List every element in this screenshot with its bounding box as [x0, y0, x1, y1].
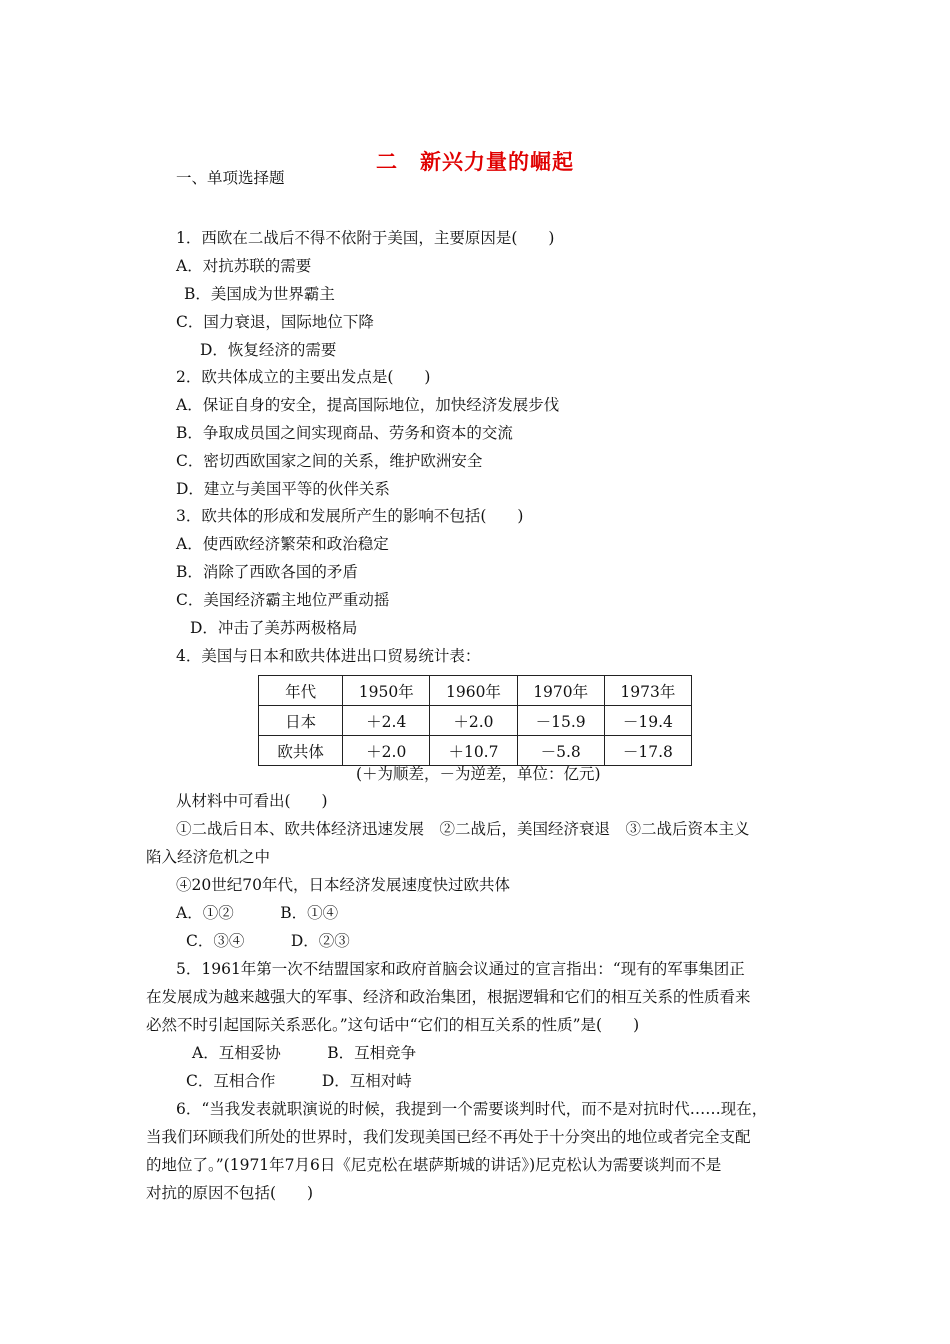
- q4-statements-line1: ①二战后日本、欧共体经济迅速发展 ②二战后，美国经济衰退 ③二战后资本主义: [176, 820, 750, 838]
- title-text: 新兴力量的崛起: [420, 149, 574, 174]
- table-header-cell: 1950年: [343, 676, 430, 706]
- q2-option-c: C．密切西欧国家之间的关系，维护欧洲安全: [176, 452, 483, 470]
- q5-options-ab: A．互相妥协 B．互相竞争: [192, 1044, 417, 1062]
- q2-option-b: B．争取成员国之间实现商品、劳务和资本的交流: [176, 424, 513, 442]
- q3-option-c: C．美国经济霸主地位严重动摇: [176, 591, 390, 609]
- q1-option-d: D．恢复经济的需要: [200, 341, 337, 359]
- table-cell: ＋2.0: [430, 706, 517, 736]
- trade-table: [258, 675, 692, 766]
- table-row: [259, 736, 692, 766]
- table-cell: －19.4: [604, 706, 691, 736]
- q1-option-a: A．对抗苏联的需要: [176, 257, 312, 275]
- q4-statements-line2: 陷入经济危机之中: [146, 848, 271, 866]
- table-cell: 日本: [259, 706, 343, 736]
- q3-option-b: B．消除了西欧各国的矛盾: [176, 563, 358, 581]
- table-header-cell: 年代: [259, 676, 343, 706]
- q6-line1: 6．“当我发表就职演说的时候，我提到一个需要谈判时代，而不是对抗时代……现在，: [176, 1100, 768, 1118]
- q4-options-cd: C．③④ D．②③: [186, 932, 350, 950]
- table-cell: －15.9: [517, 706, 604, 736]
- table-cell: ＋2.4: [343, 706, 430, 736]
- q4-stem: 4．美国与日本和欧共体进出口贸易统计表：: [176, 647, 481, 665]
- table-cell: 欧共体: [259, 736, 343, 766]
- q3-option-d: D．冲击了美苏两极格局: [190, 619, 358, 637]
- q4-options-ab: A．①② B．①④: [176, 904, 339, 922]
- q5-line1: 5．1961年第一次不结盟国家和政府首脑会议通过的宣言指出：“现有的军事集团正: [176, 960, 745, 978]
- q2-option-d: D．建立与美国平等的伙伴关系: [176, 480, 390, 498]
- table-header-cell: 1973年: [604, 676, 691, 706]
- page-title: [0, 146, 950, 176]
- table-note: (＋为顺差，－为逆差，单位：亿元): [356, 765, 601, 783]
- q6-line3: 的地位了。”(1971年7月6日《尼克松在堪萨斯城的讲话》)尼克松认为需要谈判而不是: [146, 1156, 722, 1174]
- q1-option-c: C．国力衰退，国际地位下降: [176, 313, 374, 331]
- q4-prompt: 从材料中可看出( ): [176, 792, 328, 810]
- table-row: [259, 706, 692, 736]
- q3-stem: 3．欧共体的形成和发展所产生的影响不包括( ): [176, 507, 524, 525]
- q3-option-a: A．使西欧经济繁荣和政治稳定: [176, 535, 389, 553]
- q5-line3: 必然不时引起国际关系恶化。”这句话中“它们的相互关系的性质”是( ): [146, 1016, 640, 1034]
- q2-option-a: A．保证自身的安全，提高国际地位，加快经济发展步伐: [176, 396, 560, 414]
- q5-options-cd: C．互相合作 D．互相对峙: [186, 1072, 412, 1090]
- table-header-cell: 1960年: [430, 676, 517, 706]
- q2-stem: 2．欧共体成立的主要出发点是( ): [176, 368, 431, 386]
- q5-line2: 在发展成为越来越强大的军事、经济和政治集团，根据逻辑和它们的相互关系的性质看来: [146, 988, 751, 1006]
- table-cell: ＋2.0: [343, 736, 430, 766]
- q6-line4: 对抗的原因不包括( ): [146, 1184, 314, 1202]
- table-cell: ＋10.7: [430, 736, 517, 766]
- title-number: 二: [376, 149, 398, 174]
- table-header-row: [259, 676, 692, 706]
- q1-option-b: B．美国成为世界霸主: [184, 285, 335, 303]
- table-cell: －17.8: [604, 736, 691, 766]
- q6-line2: 当我们环顾我们所处的世界时，我们发现美国已经不再处于十分突出的地位或者完全支配: [146, 1128, 751, 1146]
- table-header-cell: 1970年: [517, 676, 604, 706]
- section-heading: 一、单项选择题: [176, 169, 285, 187]
- table-cell: －5.8: [517, 736, 604, 766]
- q4-statements-line3: ④20世纪70年代，日本经济发展速度快过欧共体: [176, 876, 510, 894]
- q1-stem: 1．西欧在二战后不得不依附于美国，主要原因是( ): [176, 229, 555, 247]
